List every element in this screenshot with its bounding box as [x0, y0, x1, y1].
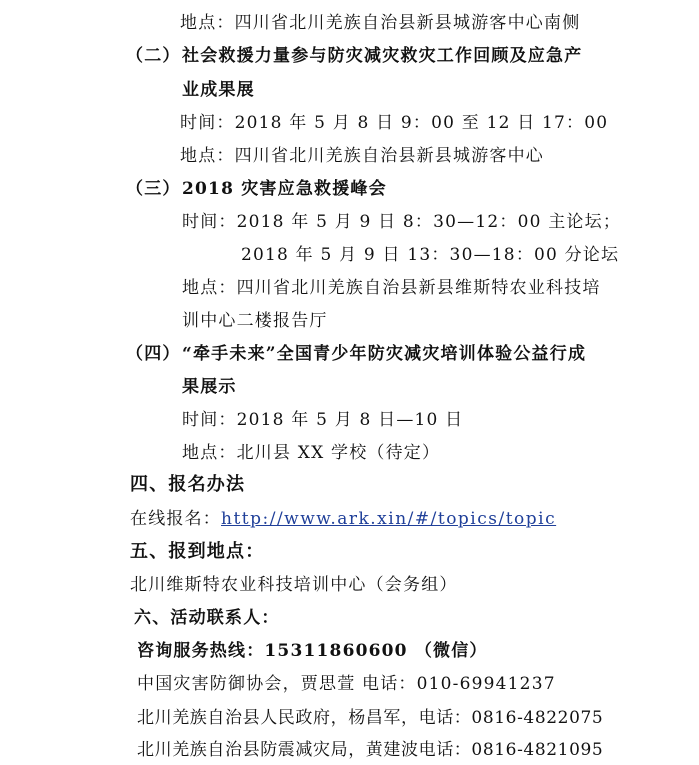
- item1-location: 地点：四川省北川羌族自治县新县城游客中心南侧: [180, 13, 581, 33]
- contact-1: 中国灾害防御协会，贾思萱 电话：010-69941237: [137, 674, 556, 694]
- registration-label: 在线报名：: [130, 509, 221, 529]
- item4-title-line1: “牵手未来”全国青少年防灾减灾培训体验公益行成: [182, 344, 587, 364]
- registration-link[interactable]: http://www.ark.xin/#/topics/topic: [221, 509, 557, 529]
- item4-location: 地点：北川县 XX 学校（待定）: [182, 443, 441, 463]
- item2-time: 时间：2018 年 5 月 8 日 9：00 至 12 日 17：00: [180, 113, 609, 133]
- item2-location: 地点：四川省北川羌族自治县新县城游客中心: [180, 146, 544, 166]
- item3-time-line1: 时间：2018 年 5 月 9 日 8：30—12：00 主论坛；: [182, 212, 622, 232]
- item3-location-line1: 地点：四川省北川羌族自治县新县维斯特农业科技培: [182, 278, 601, 298]
- section5-heading: 五、报到地点：: [130, 541, 265, 562]
- item2-title-line1: 社会救援力量参与防灾减灾救灾工作回顾及应急产: [182, 46, 583, 66]
- hotline: 咨询服务热线：15311860600 （微信）: [137, 641, 488, 661]
- item4-number: （四）: [126, 344, 181, 364]
- item3-number: （三）: [126, 179, 181, 199]
- item2-number: （二）: [126, 46, 181, 66]
- item4-time: 时间：2018 年 5 月 8 日—10 日: [182, 410, 464, 430]
- registration-line: [130, 507, 556, 531]
- checkin-place: 北川维斯特农业科技培训中心（会务组）: [130, 575, 458, 595]
- section4-heading: 四、报名办法: [130, 474, 246, 495]
- contact-2: 北川羌族自治县人民政府，杨昌军，电话：0816-4822075: [137, 708, 604, 728]
- contact-3: 北川羌族自治县防震减灾局，黄建波电话：0816-4821095: [137, 740, 604, 760]
- section6-heading: 六、活动联系人：: [134, 608, 280, 628]
- item4-title-line2: 果展示: [182, 377, 237, 397]
- item3-title: 2018 灾害应急救援峰会: [182, 179, 387, 199]
- item3-time-line2: 2018 年 5 月 9 日 13：30—18：00 分论坛: [241, 245, 620, 265]
- item3-location-line2: 训中心二楼报告厅: [182, 311, 328, 331]
- item2-title-line2: 业成果展: [182, 80, 255, 100]
